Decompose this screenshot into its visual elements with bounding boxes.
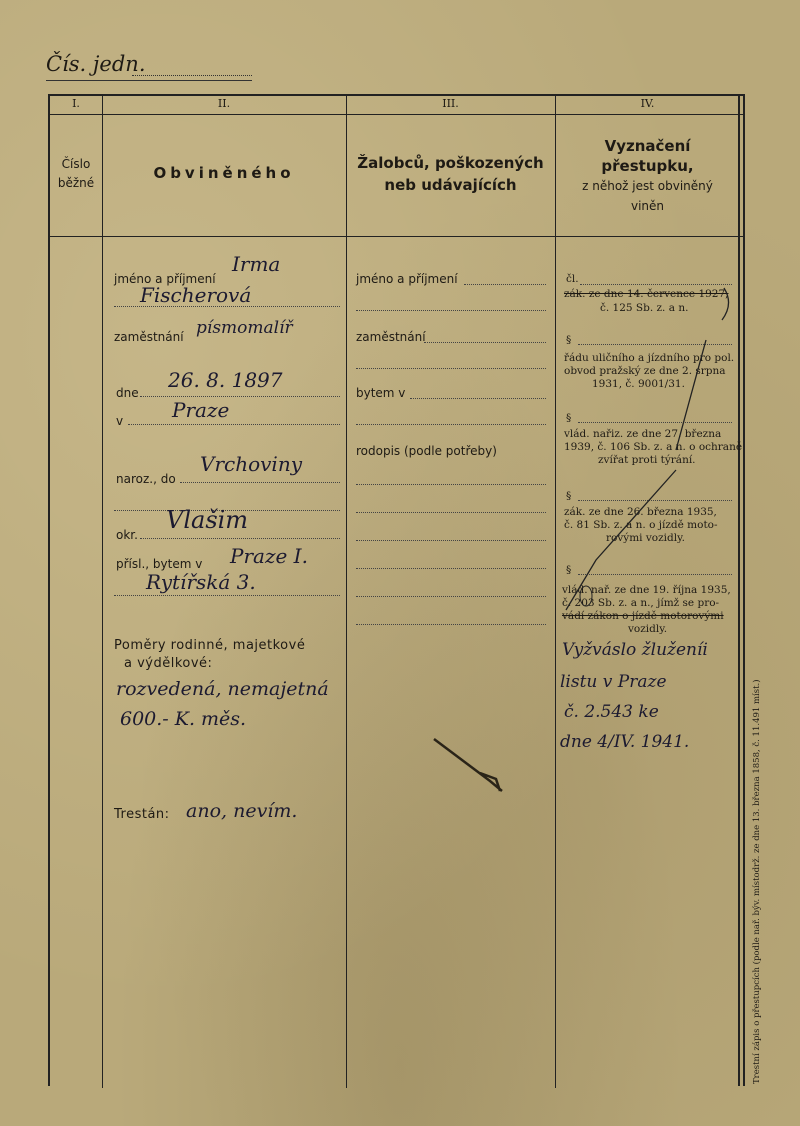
form-side-caption: Trestní zápis o přestupcích (podle nař. býv. místodrž. ze dne 13. března 1858, č. 11.491 míst.) — [752, 679, 762, 1084]
col1-title-line1: Číslo — [61, 157, 91, 171]
col4-title-line3: z něhož jest obviněný — [582, 179, 713, 193]
plaintiff-bio-line-4 — [356, 568, 546, 569]
law-2-a: řádu uličního a jízdního pro pol. — [564, 352, 735, 364]
col2-number: II. — [217, 97, 231, 110]
section-3: § — [566, 490, 572, 502]
law-4-c: rovými vozidly. — [606, 532, 685, 544]
accused-name-label: jméno a příjmení — [114, 272, 216, 286]
plaintiff-bio-line-5 — [356, 596, 546, 597]
plaintiff-bio-label: rodopis (podle potřeby) — [356, 444, 497, 458]
law-3-a: vlád. nařiz. ze dne 27. března — [564, 428, 722, 440]
col4-title — [555, 136, 740, 216]
law-4-a: zák. ze dne 26. března 1935, — [564, 506, 717, 518]
birth-date-line — [140, 396, 340, 397]
family-status: rozvedená, nemajetná — [116, 678, 329, 700]
punished-value: ano, nevím. — [186, 800, 298, 822]
col1-number: I. — [72, 97, 80, 110]
col1-title — [50, 155, 102, 193]
district-label: okr. — [116, 528, 138, 542]
case-number-field — [132, 75, 252, 76]
plaintiff-bio-line-1 — [356, 484, 546, 485]
case-number-label: Čís. jedn. — [46, 52, 146, 76]
law-5-d: vozidly. — [628, 623, 668, 635]
col3-title-line1: Žalobců, poškozených — [357, 154, 544, 172]
accused-job-label: zaměstnání — [114, 330, 184, 344]
accused-surname: Fischerová — [140, 283, 252, 307]
plaintiff-name-line — [464, 284, 546, 285]
birth-date: 26. 8. 1897 — [168, 368, 283, 392]
header-row-divider — [50, 114, 743, 115]
law-5-b: č. 203 Sb. z. a n., jímž se pro- — [562, 597, 720, 609]
law-3-c: zvířat proti týrání. — [598, 454, 696, 466]
col3-title — [346, 152, 555, 196]
residence-city: Praze I. — [230, 544, 308, 568]
birth-place: Praze — [172, 398, 230, 422]
born-line — [180, 482, 340, 483]
law-1-b: č. 125 Sb. z. a n. — [600, 302, 689, 314]
born-place: Vrchoviny — [200, 452, 303, 476]
plaintiff-job-line-2 — [356, 368, 546, 369]
col2-title: Obviněného — [153, 164, 295, 182]
section-1: § — [566, 334, 572, 346]
column-divider-1 — [102, 96, 103, 1088]
law-1-a: zák. ze dne 14. července 1927, — [564, 288, 729, 300]
plaintiff-name-label: jméno a příjmení — [356, 272, 458, 286]
residence-street: Rytířská 3. — [146, 570, 256, 594]
offense-note-2: listu v Praze — [560, 672, 667, 692]
district: Vlašim — [166, 506, 249, 534]
law-5-c: vádí zákon o jízdě motorovými — [562, 610, 724, 622]
accused-first-name: Irma — [232, 252, 281, 276]
column-divider-2 — [346, 96, 347, 1088]
born-label: naroz., do — [116, 472, 176, 486]
plaintiff-residence-label: bytem v — [356, 386, 406, 400]
col4-title-line4: viněn — [630, 199, 665, 213]
income: 600.- K. měs. — [120, 708, 247, 730]
col3-number: III. — [442, 97, 459, 110]
article-label: čl. — [566, 273, 579, 285]
residence-line — [114, 595, 340, 596]
district-line — [140, 538, 340, 539]
plaintiff-bio-line-6 — [356, 624, 546, 625]
law-2-c: 1931, č. 9001/31. — [592, 378, 685, 390]
col4-title-line1: Vyznačení — [604, 137, 691, 155]
family-label-1: Poměry rodinné, majetkové — [114, 638, 306, 653]
punished-label: Trestán: — [114, 807, 170, 822]
law-5-a: vlád. nař. ze dne 19. října 1935, — [562, 584, 731, 596]
law-2-b: obvod pražský ze dne 2. srpna — [564, 365, 726, 377]
section-4: § — [566, 564, 572, 576]
pen-mark — [430, 735, 510, 795]
residence-label: přísl., bytem v — [116, 557, 203, 571]
birth-date-label: dne — [116, 386, 139, 400]
plaintiff-bio-line-2 — [356, 512, 546, 513]
birth-place-line — [128, 424, 340, 425]
section-2: § — [566, 412, 572, 424]
col4-title-line2: přestupku, — [601, 157, 694, 175]
plaintiff-job-line — [424, 342, 546, 343]
accused-job: písmomalíř — [196, 318, 293, 338]
plaintiff-bio-line-3 — [356, 540, 546, 541]
header-bottom-divider — [50, 236, 743, 237]
accused-name-line — [114, 306, 340, 307]
col3-title-line2: neb udávajících — [384, 176, 517, 194]
plaintiff-name-line-2 — [356, 310, 546, 311]
plaintiff-residence-line-2 — [356, 424, 546, 425]
birth-place-label: v — [116, 414, 124, 428]
case-number-underline — [46, 80, 252, 81]
law-4-b: č. 81 Sb. z. a n. o jízdě moto- — [564, 519, 718, 531]
col4-number: IV. — [640, 97, 655, 110]
cross-out-mark — [556, 280, 743, 620]
col1-title-line2: běžné — [57, 176, 95, 190]
offense-note-1: Vyžváslo žluženíi — [562, 640, 708, 660]
law-3-b: 1939, č. 106 Sb. z. a n. o ochraně — [564, 441, 743, 453]
family-label-2: a výdělkové: — [124, 656, 213, 671]
offense-note-4: dne 4/IV. 1941. — [560, 732, 690, 752]
plaintiff-job-label: zaměstnání — [356, 330, 426, 344]
plaintiff-residence-line — [410, 398, 546, 399]
offense-note-3: č. 2.543 ke — [564, 702, 659, 722]
